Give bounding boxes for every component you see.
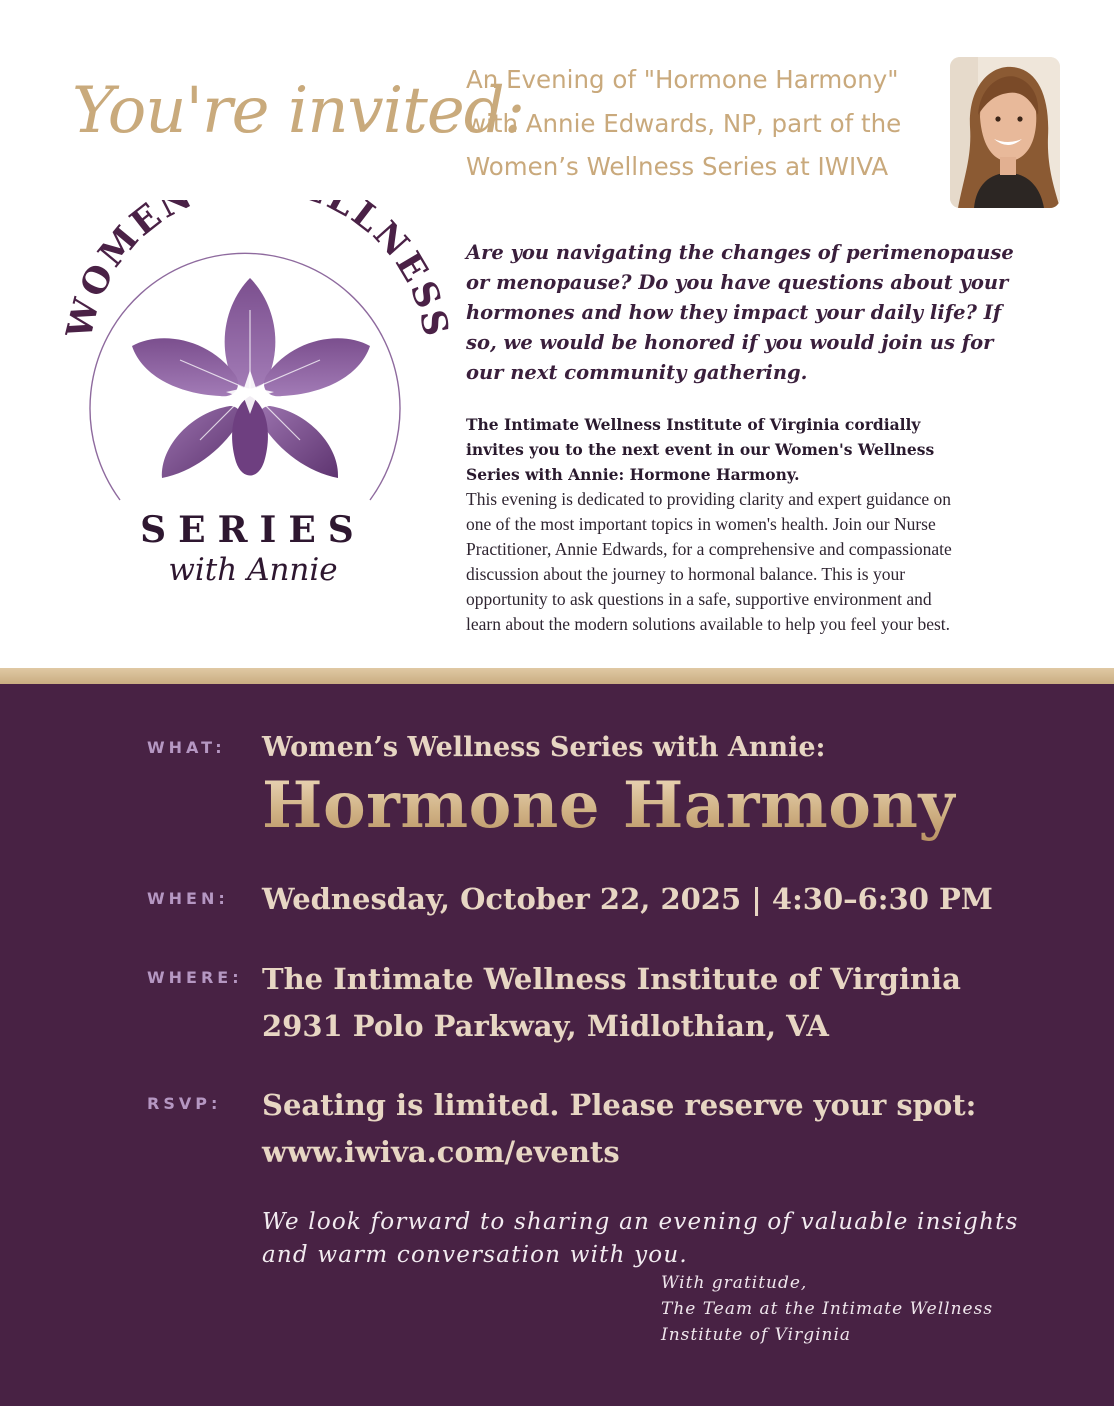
description-line: opportunity to ask questions in a safe, supportive environment and [466, 589, 932, 609]
where-label: WHERE: [147, 968, 243, 987]
closing-message [262, 1206, 1062, 1272]
presenter-photo [950, 57, 1060, 208]
signature-line: With gratitude, [661, 1273, 808, 1293]
what-subtitle: Women’s Wellness Series with Annie: [262, 732, 826, 763]
rsvp-text: Seating is limited. Please reserve your spot: [262, 1088, 977, 1122]
lead-line: Series with Annie: Hormone Harmony. [466, 465, 800, 484]
description-line: Practitioner, Annie Edwards, for a comprehensive and compassionate [466, 539, 952, 559]
question-line: hormones and how they impact your daily life? If [466, 301, 1002, 324]
event-title: Hormone Harmony [262, 768, 957, 843]
description-line: one of the most important topics in women's health. Join our Nurse [466, 514, 936, 534]
top-section [0, 0, 1114, 668]
where-venue: The Intimate Wellness Institute of Virginia [262, 962, 961, 996]
signature [661, 1270, 1081, 1348]
when-value: Wednesday, October 22, 2025 | 4:30–6:30 PM [262, 882, 993, 916]
rsvp-label: RSVP: [147, 1094, 222, 1113]
question-line: so, we would be honored if you would join us for [466, 331, 994, 354]
invitation-heading: You're invited: [72, 74, 525, 148]
intro-line: Women’s Wellness Series at IWIVA [466, 152, 889, 181]
gold-divider [0, 668, 1114, 684]
description-line: This evening is dedicated to providing clarity and expert guidance on [466, 489, 951, 509]
closing-line: We look forward to sharing an evening of valuable insights [262, 1209, 1019, 1235]
event-description [466, 487, 1066, 637]
question-line: or menopause? Do you have questions about your [466, 271, 1009, 294]
when-label: WHEN: [147, 889, 229, 908]
description-line: discussion about the journey to hormonal balance. This is your [466, 564, 906, 584]
presenter-portrait-illustration [950, 57, 1060, 208]
invitation-lead [466, 412, 1066, 487]
description-line: learn about the modern solutions available to help you feel your best. [466, 614, 951, 634]
what-label: WHAT: [147, 738, 226, 757]
logo-series-text: SERIES [140, 509, 366, 551]
signature-line: The Team at the Intimate Wellness [661, 1299, 994, 1319]
orchid-logo-graphic [60, 200, 450, 600]
lead-line: invites you to the next event in our Women's Wellness [466, 440, 935, 459]
logo-arc-text: WOMEN LLNES [60, 200, 450, 343]
intro-line: with Annie Edwards, NP, part of the [466, 108, 902, 138]
question-line: our next community gathering. [466, 361, 808, 384]
lead-line: The Intimate Wellness Institute of Virginia cordially [466, 415, 921, 434]
womens-wellness-logo [60, 200, 450, 600]
intro-line: An Evening of "Hormone Harmony" [466, 65, 899, 94]
closing-line: and warm conversation with you. [262, 1242, 688, 1268]
signature-line: Institute of Virginia [661, 1325, 852, 1345]
question-line: Are you navigating the changes of perimenopause [466, 241, 1014, 264]
rsvp-link[interactable]: www.iwiva.com/events [262, 1135, 620, 1169]
where-address: 2931 Polo Parkway, Midlothian, VA [262, 1009, 829, 1043]
intro-questions [466, 238, 1066, 388]
event-intro [466, 58, 936, 189]
logo-with-annie-text: with Annie [168, 552, 338, 588]
